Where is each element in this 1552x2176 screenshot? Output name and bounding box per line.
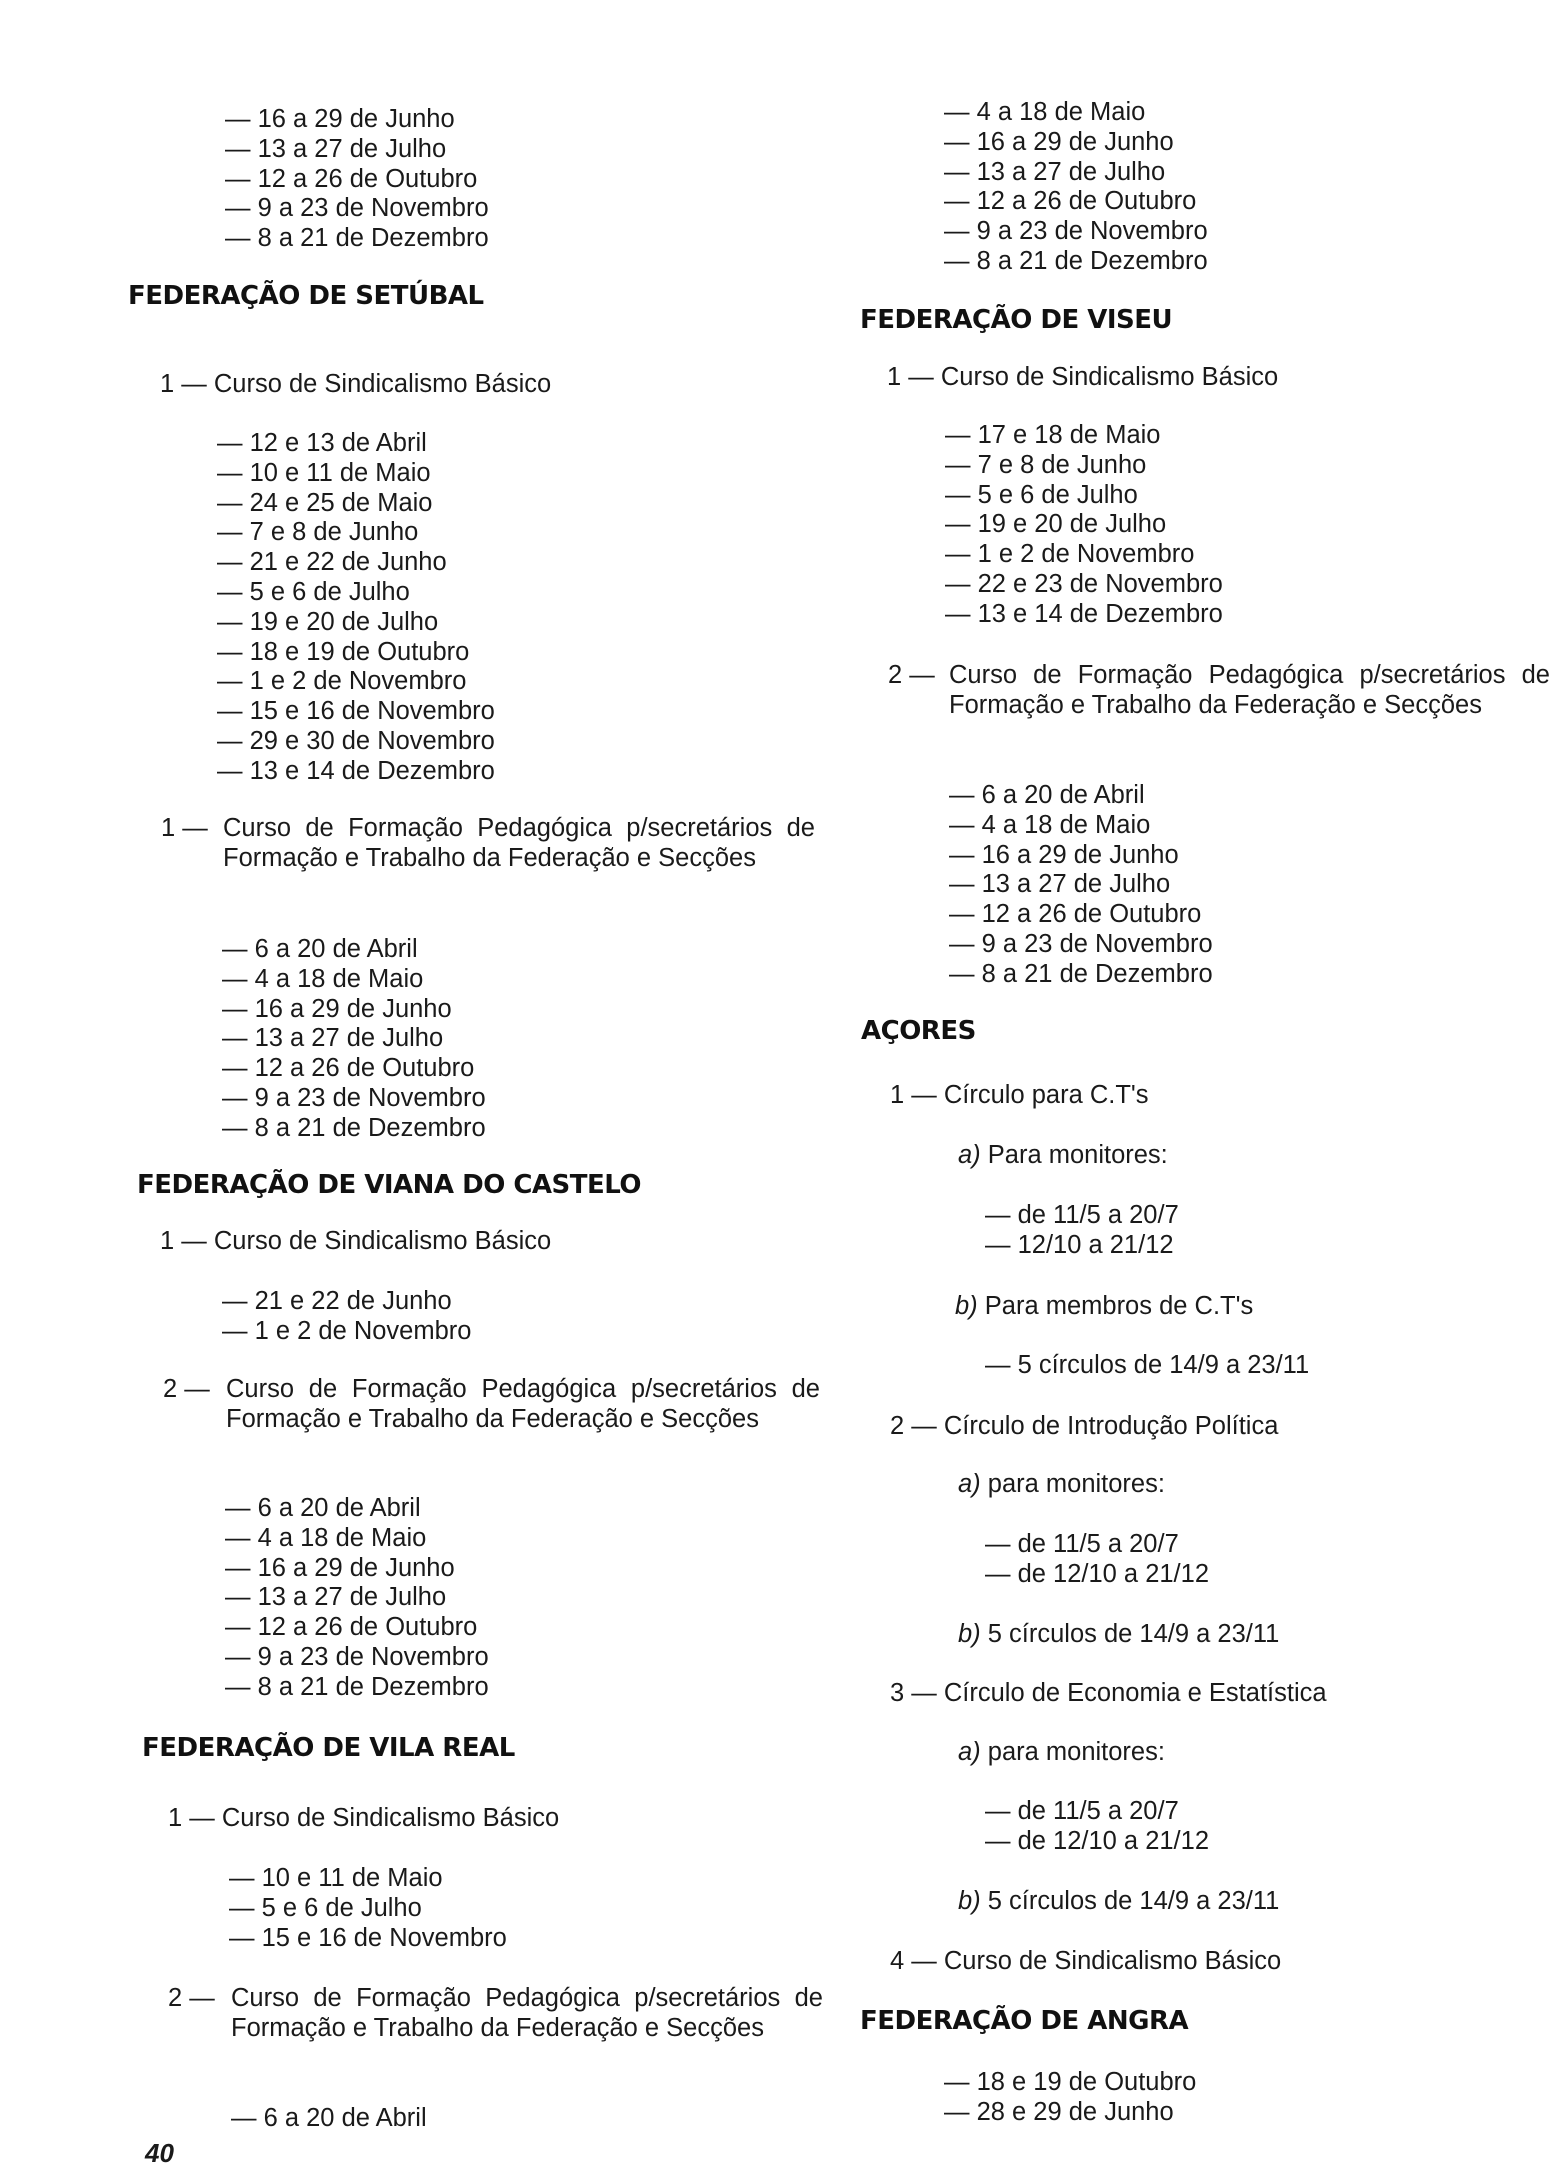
date-list-item: — 5 e 6 de Julho: [217, 577, 410, 606]
date-list-item: — 9 a 23 de Novembro: [225, 1642, 489, 1671]
date-list-item: — 16 a 29 de Junho: [225, 1553, 455, 1582]
item-number: 1 —: [887, 363, 934, 391]
date-list: [225, 1494, 489, 1703]
date-list-item: — 1 e 2 de Novembro: [217, 667, 467, 696]
page-number: 40: [145, 2138, 174, 2168]
date-list-item: — 5 e 6 de Julho: [945, 480, 1138, 509]
item-title: Curso de Sindicalismo Básico: [213, 1227, 552, 1255]
sub-item: [958, 1619, 1279, 1649]
date-list: [985, 1201, 1179, 1261]
date-list-item: — 6 a 20 de Abril: [949, 781, 1145, 809]
item-number: 2 —: [890, 1412, 937, 1440]
item-title: Curso de Sindicalismo Básico: [943, 1947, 1282, 1975]
item-title: Círculo de Economia e Estatística: [943, 1679, 1327, 1707]
date-list: [231, 2104, 427, 2134]
date-list-item: — de 11/5 a 20/7: [985, 1797, 1179, 1825]
date-list-item: — 4 a 18 de Maio: [225, 1523, 427, 1552]
date-list-item: — 6 a 20 de Abril: [225, 1494, 421, 1522]
date-list-item: — de 12/10 a 21/12: [985, 1559, 1210, 1588]
date-list: [944, 2068, 1196, 2128]
date-list-item: — 4 a 18 de Maio: [949, 810, 1151, 839]
date-list-item: — 22 e 23 de Novembro: [945, 569, 1223, 598]
date-list-item: — de 12/10 a 21/12: [985, 1826, 1210, 1855]
date-list-item: — 18 e 19 de Outubro: [944, 2068, 1197, 2096]
item-number: 1 —: [160, 370, 207, 398]
date-list: [222, 1287, 471, 1347]
date-list-item: — 5 círculos de 14/9 a 23/11: [985, 1351, 1310, 1379]
course-item: [890, 1080, 1149, 1110]
section-heading-viseu: FEDERAÇÃO DE VISEU: [860, 305, 1173, 335]
course-item: [890, 1411, 1278, 1441]
date-list-item: — 19 e 20 de Julho: [217, 607, 439, 636]
date-list-item: — 1 e 2 de Novembro: [222, 1316, 472, 1345]
course-item: [160, 1226, 551, 1256]
item-number: 1 —: [161, 814, 208, 842]
date-list-item: — 9 a 23 de Novembro: [222, 1083, 486, 1112]
item-number: 1 —: [890, 1081, 937, 1109]
item-title: Curso de Sindicalismo Básico: [221, 1804, 560, 1832]
date-list-item: — de 11/5 a 20/7: [985, 1201, 1179, 1229]
sub-item-letter: a): [958, 1738, 981, 1766]
date-list-item: — 15 e 16 de Novembro: [217, 697, 495, 726]
date-list: [985, 1351, 1309, 1381]
item-number: 2 —: [888, 661, 935, 689]
date-list-item: — 8 a 21 de Dezembro: [222, 1113, 486, 1142]
date-list-item: — 8 a 21 de Dezembro: [949, 959, 1213, 988]
course-item: [890, 1946, 1281, 1976]
date-list-item: — 15 e 16 de Novembro: [229, 1923, 507, 1952]
date-list-item: — 10 e 11 de Maio: [217, 458, 431, 487]
date-list-item: — 8 a 21 de Dezembro: [225, 1672, 489, 1701]
sub-item-text: Para membros de C.T's: [977, 1292, 1254, 1320]
date-list-item: — 13 e 14 de Dezembro: [217, 756, 495, 785]
date-list-item: — 13 a 27 de Julho: [225, 1583, 447, 1612]
date-list-item: — 1 e 2 de Novembro: [945, 540, 1195, 569]
date-list-item: — 7 e 8 de Junho: [945, 450, 1147, 479]
date-list-item: — 12 a 26 de Outubro: [225, 164, 478, 193]
item-title: Círculo para C.T's: [943, 1081, 1149, 1109]
date-list: [985, 1530, 1209, 1590]
sub-item-letter: b): [955, 1292, 978, 1320]
date-list-item: — 17 e 18 de Maio: [945, 421, 1161, 449]
sub-item: [955, 1291, 1253, 1321]
sub-item-text: para monitores:: [980, 1738, 1165, 1766]
date-list-item: — 28 e 29 de Junho: [944, 2097, 1174, 2126]
date-list: [229, 1864, 507, 1953]
date-list-item: — 18 e 19 de Outubro: [217, 637, 470, 666]
item-number: 2 —: [163, 1375, 210, 1403]
date-list-item: — 16 a 29 de Junho: [222, 994, 452, 1023]
item-title: Curso de Sindicalismo Básico: [940, 363, 1279, 391]
item-number: 2 —: [168, 1984, 215, 2012]
date-list-item: — 4 a 18 de Maio: [944, 98, 1146, 126]
date-list-item: — 12 a 26 de Outubro: [225, 1613, 478, 1642]
date-list: [217, 429, 495, 787]
sub-item: [958, 1140, 1168, 1170]
sub-item-text: 5 círculos de 14/9 a 23/11: [980, 1620, 1280, 1648]
date-list-item: — 9 a 23 de Novembro: [949, 929, 1213, 958]
sub-item-text: Para monitores:: [980, 1141, 1168, 1169]
item-title: Curso de Formação Pedagógica p/secretários de Formação e Trabalho da Federação e Secções: [223, 814, 815, 872]
date-list-item: — 12/10 a 21/12: [985, 1230, 1174, 1259]
sub-item-letter: a): [958, 1141, 981, 1169]
date-list-item: — 21 e 22 de Junho: [217, 548, 447, 577]
date-list-item: — 8 a 21 de Dezembro: [944, 246, 1208, 275]
date-list-item: — 16 a 29 de Junho: [949, 840, 1179, 869]
item-title: Curso de Sindicalismo Básico: [213, 370, 552, 398]
sub-item-letter: b): [958, 1887, 981, 1915]
course-item: [161, 813, 815, 873]
sub-item-letter: b): [958, 1620, 981, 1648]
date-list-item: — 9 a 23 de Novembro: [944, 217, 1208, 246]
date-list: [949, 781, 1213, 990]
date-list: [985, 1797, 1209, 1857]
item-title: Curso de Formação Pedagógica p/secretários de Formação e Trabalho da Federação e Secções: [226, 1375, 820, 1433]
date-list-item: — 4 a 18 de Maio: [222, 964, 424, 993]
item-number: 1 —: [168, 1804, 215, 1832]
item-number: 1 —: [160, 1227, 207, 1255]
sub-item: [958, 1469, 1165, 1499]
sub-item-letter: a): [958, 1470, 981, 1498]
date-list-item: — 6 a 20 de Abril: [231, 2104, 427, 2132]
date-list-item: — 7 e 8 de Junho: [217, 518, 419, 547]
date-list-item: — 19 e 20 de Julho: [945, 510, 1167, 539]
date-list-item: — 24 e 25 de Maio: [217, 488, 433, 517]
sub-item-text: 5 círculos de 14/9 a 23/11: [980, 1887, 1280, 1915]
item-title: Círculo de Introdução Política: [943, 1412, 1279, 1440]
date-list-item: — 9 a 23 de Novembro: [225, 194, 489, 223]
date-list-item: — 16 a 29 de Junho: [944, 127, 1174, 156]
item-number: 4 —: [890, 1947, 937, 1975]
date-list-item: — 10 e 11 de Maio: [229, 1864, 443, 1892]
date-list-item: — 13 a 27 de Julho: [944, 157, 1166, 186]
course-item: [887, 362, 1278, 392]
date-list-item: — 21 e 22 de Junho: [222, 1287, 452, 1315]
section-heading-viana: FEDERAÇÃO DE VIANA DO CASTELO: [137, 1170, 642, 1200]
date-list-item: — 5 e 6 de Julho: [229, 1893, 422, 1922]
date-list-item: — de 11/5 a 20/7: [985, 1530, 1179, 1558]
date-list-item: — 13 a 27 de Julho: [949, 870, 1171, 899]
date-list-item: — 13 a 27 de Julho: [222, 1024, 444, 1053]
item-number: 3 —: [890, 1679, 937, 1707]
course-item: [163, 1374, 820, 1434]
date-list: [945, 421, 1223, 630]
sub-item: [958, 1737, 1165, 1767]
course-item: [160, 369, 551, 399]
date-list: [222, 935, 486, 1144]
section-heading-acores: AÇORES: [861, 1016, 976, 1046]
date-list-item: — 8 a 21 de Dezembro: [225, 224, 489, 253]
course-item: [888, 660, 1550, 720]
date-list-item: — 6 a 20 de Abril: [222, 935, 418, 963]
date-list: [944, 98, 1208, 277]
date-list-item: — 12 a 26 de Outubro: [222, 1054, 475, 1083]
section-heading-angra: FEDERAÇÃO DE ANGRA: [860, 2006, 1189, 2036]
sub-item-text: para monitores:: [980, 1470, 1165, 1498]
sub-item: [958, 1886, 1279, 1916]
course-item: [890, 1678, 1327, 1708]
date-list-item: — 29 e 30 de Novembro: [217, 726, 495, 755]
date-list-item: — 13 e 14 de Dezembro: [945, 599, 1223, 628]
date-list-item: — 16 a 29 de Junho: [225, 105, 455, 133]
date-list-item: — 12 a 26 de Outubro: [944, 187, 1197, 216]
date-list: [225, 105, 489, 254]
date-list-item: — 12 e 13 de Abril: [217, 429, 427, 457]
section-heading-setubal: FEDERAÇÃO DE SETÚBAL: [128, 281, 484, 311]
date-list-item: — 13 a 27 de Julho: [225, 134, 447, 163]
date-list-item: — 12 a 26 de Outubro: [949, 900, 1202, 929]
course-item: [168, 1983, 823, 2043]
course-item: [168, 1803, 559, 1833]
item-title: Curso de Formação Pedagógica p/secretários de Formação e Trabalho da Federação e Secções: [949, 661, 1550, 719]
section-heading-vila-real: FEDERAÇÃO DE VILA REAL: [142, 1733, 515, 1763]
item-title: Curso de Formação Pedagógica p/secretários de Formação e Trabalho da Federação e Secções: [231, 1984, 823, 2042]
